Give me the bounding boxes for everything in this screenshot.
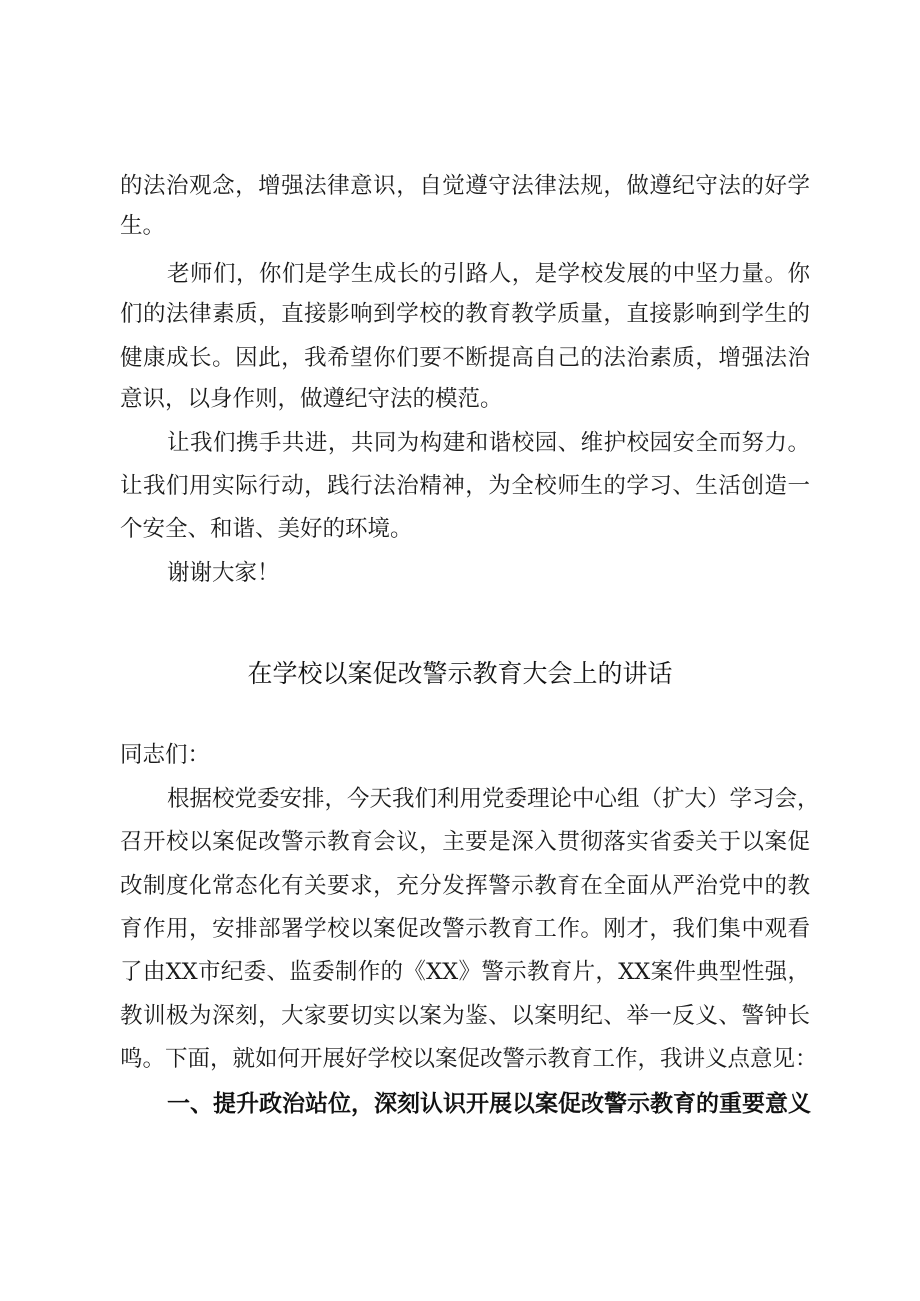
paragraph-line: 健康成长。因此，我希望你们要不断提高自己的法治素质，增强法治 xyxy=(120,345,810,371)
salutation: 同志们： xyxy=(120,742,211,768)
paragraph-line: 们的法律素质，直接影响到学校的教育教学质量，直接影响到学生的 xyxy=(120,301,810,327)
paragraph-line: 教训极为深刻，大家要切实以案为鉴、以案明纪、举一反义、警钟长 xyxy=(120,1003,810,1029)
paragraph-line: 让我们用实际行动，践行法治精神，为全校师生的学习、生活创造一 xyxy=(120,473,810,499)
paragraph-line: 老师们，你们是学生成长的引路人，是学校发展的中坚力量。你 xyxy=(167,261,810,287)
paragraph-line: 育作用，安排部署学校以案促改警示教育工作。刚才，我们集中观看 xyxy=(120,916,810,942)
paragraph-line: 个安全、和谐、美好的环境。 xyxy=(120,516,413,542)
paragraph-line: 意识，以身作则，做遵纪守法的模范。 xyxy=(120,386,503,412)
paragraph-line: 生。 xyxy=(120,213,166,239)
thanks-line: 谢谢大家！ xyxy=(167,560,280,586)
speech-title: 在学校以案促改警示教育大会上的讲话 xyxy=(247,659,673,688)
paragraph-line: 改制度化常态化有关要求，充分发挥警示教育在全面从严治党中的教 xyxy=(120,873,810,899)
section-heading: 一、提升政治站位，深刻认识开展以案促改警示教育的重要意义 xyxy=(167,1091,811,1117)
paragraph-line: 根据校党委安排，今天我们利用党委理论中心组（扩大）学习会， xyxy=(167,786,820,812)
paragraph-line: 了由XX市纪委、监委制作的《XX》警示教育片，XX案件典型性强， xyxy=(120,959,810,985)
paragraph-line: 的法治观念，增强法律意识，自觉遵守法律法规，做遵纪守法的好学 xyxy=(120,173,810,199)
paragraph-line: 让我们携手共进，共同为构建和谐校园、维护校园安全而努力。 xyxy=(167,430,810,456)
paragraph-line: 鸣。下面，就如何开展好学校以案促改警示教育工作，我讲义点意见： xyxy=(120,1046,818,1072)
paragraph-line: 召开校以案促改警示教育会议，主要是深入贯彻落实省委关于以案促 xyxy=(120,829,810,855)
